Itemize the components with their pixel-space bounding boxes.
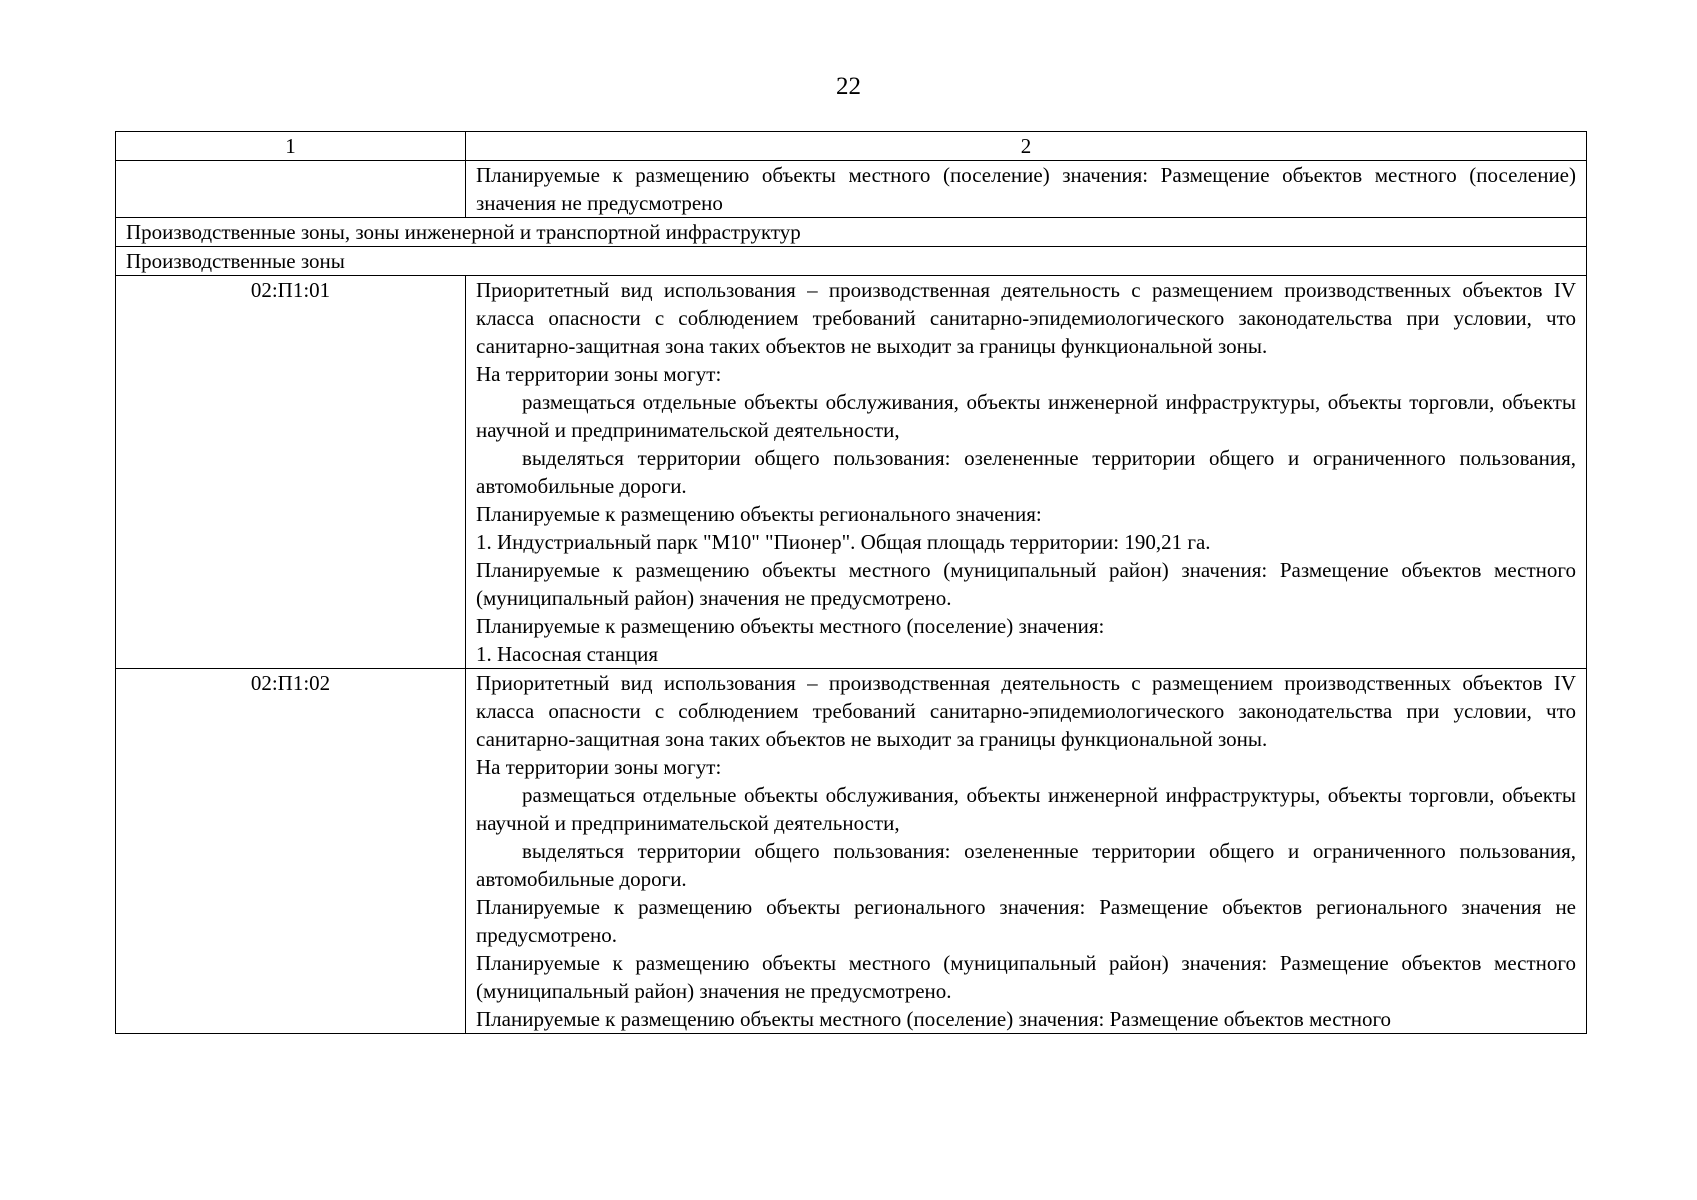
zones-table: [115, 131, 1587, 1034]
zone-code: 02:П1:02: [116, 669, 466, 1034]
table-row: [116, 276, 1587, 669]
page-number: 22: [836, 73, 861, 100]
section-title: Производственные зоны, зоны инженерной и транспортной инфраструктур: [116, 218, 1587, 247]
paragraph: Планируемые к размещению объекты местного (поселение) значения: Размещение объектов местного (поселение) значения не предусмотрено: [476, 163, 1576, 215]
paragraph: Планируемые к размещению объекты местного (поселение) значения: Размещение объектов местного: [476, 1007, 1392, 1031]
table-header-row: [116, 132, 1587, 161]
subsection-title: Производственные зоны: [116, 247, 1587, 276]
zone-description-cell: [466, 161, 1587, 218]
section-row: [116, 247, 1587, 276]
column-header-2: 2: [466, 132, 1587, 161]
paragraph: Приоритетный вид использования – производственная деятельность с размещением производственных объектов IV класса опасности с соблюдением требований санитарно-эпидемиологического законодательства при условии, что санитарно-защитная зона таких объектов не выходит за границы функциональной зоны.: [476, 671, 1576, 751]
paragraph: Планируемые к размещению объекты регионального значения: Размещение объектов регионального значения не предусмотрено.: [476, 895, 1576, 947]
paragraph: Планируемые к размещению объекты местного (муниципальный район) значения: Размещение объектов местного (муниципальный район) значения не предусмотрено.: [476, 558, 1576, 610]
paragraph: размещаться отдельные объекты обслуживания, объекты инженерной инфраструктуры, объекты торговли, объекты научной и предпринимательской деятельности,: [476, 390, 1576, 442]
section-row: [116, 218, 1587, 247]
zone-description-cell: [466, 276, 1587, 669]
column-header-1: 1: [116, 132, 466, 161]
zone-code-cell-empty: [116, 161, 466, 218]
zone-description-cell: [466, 669, 1587, 1034]
zone-code: 02:П1:01: [116, 276, 466, 669]
table-row: [116, 669, 1587, 1034]
paragraph: выделяться территории общего пользования: озелененные территории общего и ограниченного пользования, автомобильные дороги.: [476, 446, 1576, 498]
paragraph: выделяться территории общего пользования: озелененные территории общего и ограниченного пользования, автомобильные дороги.: [476, 839, 1576, 891]
paragraph: На территории зоны могут:: [476, 362, 722, 386]
paragraph: 1. Индустриальный парк "М10" "Пионер". Общая площадь территории: 190,21 га.: [476, 530, 1211, 554]
paragraph: Планируемые к размещению объекты местного (муниципальный район) значения: Размещение объектов местного (муниципальный район) значения не предусмотрено.: [476, 951, 1576, 1003]
paragraph: Планируемые к размещению объекты регионального значения:: [476, 502, 1042, 526]
paragraph: Приоритетный вид использования – производственная деятельность с размещением производственных объектов IV класса опасности с соблюдением требований санитарно-эпидемиологического законодательства при условии, что санитарно-защитная зона таких объектов не выходит за границы функциональной зоны.: [476, 278, 1576, 358]
paragraph: 1. Насосная станция: [476, 642, 659, 666]
table-row: [116, 161, 1587, 218]
paragraph: размещаться отдельные объекты обслуживания, объекты инженерной инфраструктуры, объекты торговли, объекты научной и предпринимательской деятельности,: [476, 783, 1576, 835]
paragraph: Планируемые к размещению объекты местного (поселение) значения:: [476, 614, 1105, 638]
paragraph: На территории зоны могут:: [476, 755, 722, 779]
